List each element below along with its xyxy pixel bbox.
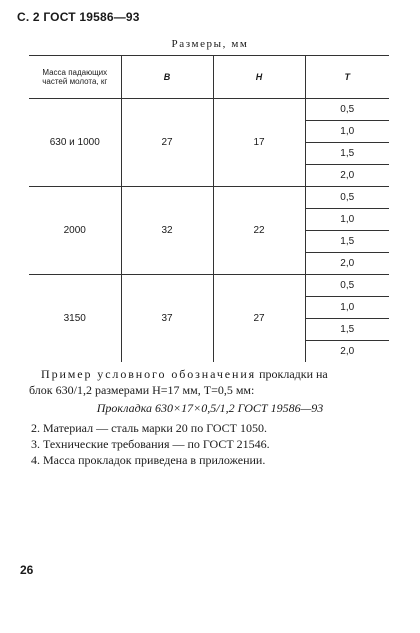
document-header: С. 2 ГОСТ 19586—93 (17, 10, 140, 24)
cell-mass: 3150 (29, 275, 121, 363)
table-caption: Размеры, мм (171, 38, 249, 50)
cell-mass: 630 и 1000 (29, 99, 121, 187)
dimensions-table (29, 55, 389, 362)
table-row (29, 275, 389, 297)
table-row (29, 187, 389, 209)
cell-t: 2,0 (305, 165, 389, 187)
cell-t: 0,5 (305, 275, 389, 297)
cell-t: 2,0 (340, 346, 355, 357)
requirements-list (29, 420, 391, 468)
cell-t: 2,0 (305, 253, 389, 275)
page-number: 26 (20, 563, 34, 577)
cell-t: 1,5 (305, 319, 389, 341)
list-item: 2. Материал — сталь марки 20 по ГОСТ 1050. (31, 421, 268, 435)
list-item: 3. Технические требования — по ГОСТ 21546. (31, 437, 270, 451)
cell-t: 0,5 (305, 99, 389, 121)
example-heading: Пример условного обозначения (41, 367, 257, 381)
cell-t: 1,0 (305, 121, 389, 143)
cell-t: 1,0 (305, 209, 389, 231)
cell-b: 32 (121, 187, 213, 275)
cell-b: 37 (121, 275, 213, 363)
cell-t: 1,5 (305, 143, 389, 165)
example-line1-rest: прокладки на (256, 367, 328, 381)
column-header-t: T (305, 56, 389, 99)
column-header-h: H (213, 56, 305, 99)
table-header-row (29, 56, 389, 99)
designation-example: Прокладка 630×17×0,5/1,2 ГОСТ 19586—93 (96, 401, 324, 415)
cell-h: 27 (213, 275, 305, 363)
column-header-b: B (121, 56, 213, 99)
column-header-mass: Масса падающих частей молота, кг (29, 56, 121, 99)
example-line2: блок 630/1,2 размерами H=17 мм, T=0,5 мм: (29, 383, 255, 397)
cell-h: 22 (213, 187, 305, 275)
example-paragraph (29, 366, 391, 398)
cell-mass: 2000 (29, 187, 121, 275)
list-item: 4. Масса прокладок приведена в приложении. (31, 453, 266, 467)
cell-t: 1,0 (305, 297, 389, 319)
cell-b: 27 (121, 99, 213, 187)
cell-t: 0,5 (305, 187, 389, 209)
cell-h: 17 (213, 99, 305, 187)
table-row (29, 99, 389, 121)
cell-t: 1,5 (305, 231, 389, 253)
